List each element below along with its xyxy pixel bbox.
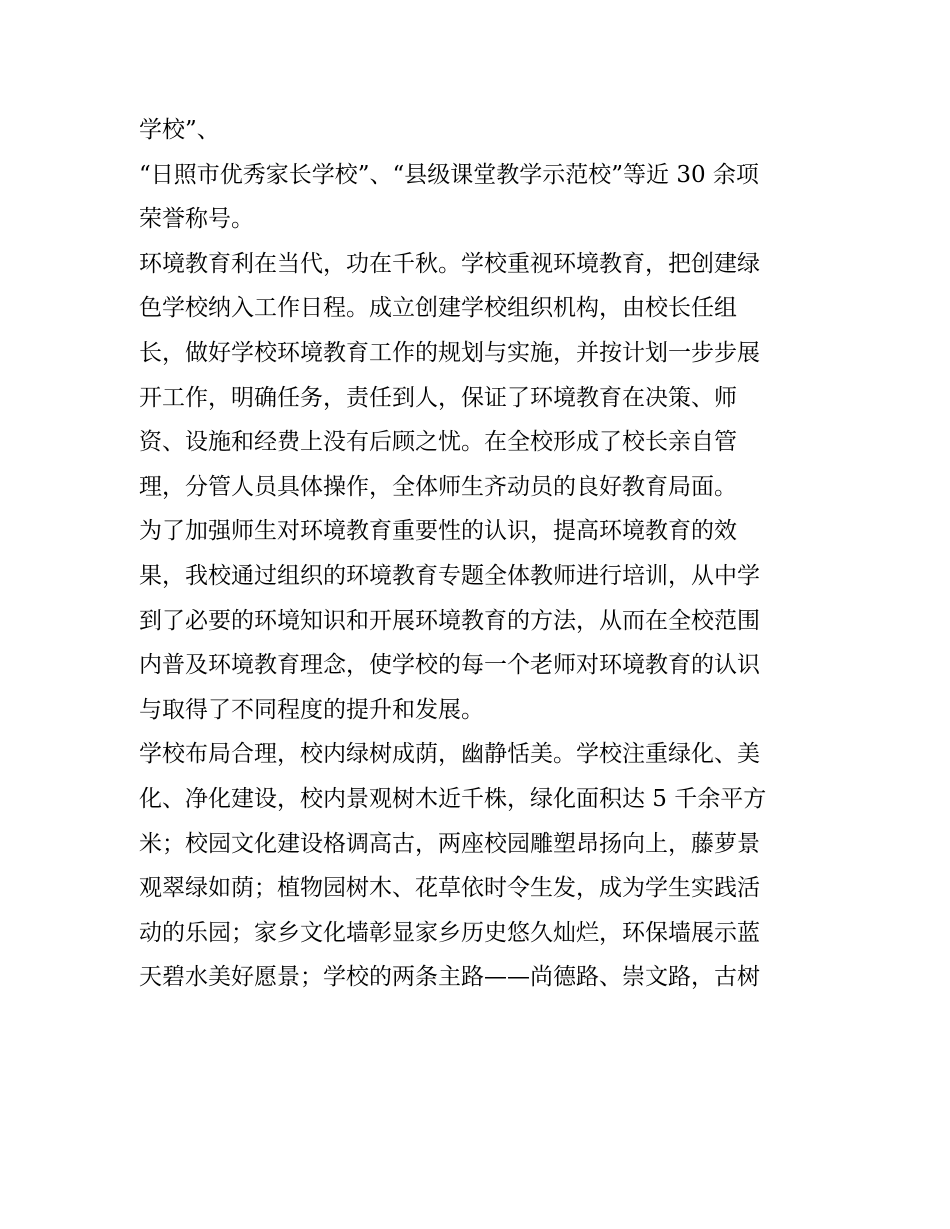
text-line: “日照市优秀家长学校”、“县级课堂教学示范校”等近 30 余项	[139, 161, 759, 188]
text-line: 理，分管人员具体操作，全体师生齐动员的良好教育局面。	[139, 473, 737, 500]
text-line: 米；校园文化建设格调高古，两座校园雕塑昂扬向上，藤萝景	[139, 830, 760, 857]
text-line: 到了必要的环境知识和开展环境教育的方法，从而在全校范围	[139, 607, 760, 634]
text-line: 为了加强师生对环境教育重要性的认识，提高环境教育的效	[139, 518, 737, 545]
text-line: 化、净化建设，校内景观树木近千株，绿化面积达 5 千余平方	[139, 785, 767, 812]
text-line: 学校”、	[139, 117, 220, 143]
text-line: 果，我校通过组织的环境教育专题全体教师进行培训，从中学	[139, 562, 760, 589]
body-text	[139, 108, 819, 1000]
text-line: 天碧水美好愿景；学校的两条主路——尚德路、崇文路，古树	[139, 964, 760, 991]
text-line: 荣誉称号。	[139, 206, 254, 233]
text-line: 开工作，明确任务，责任到人，保证了环境教育在决策、师	[139, 384, 737, 411]
text-line: 与取得了不同程度的提升和发展。	[139, 696, 484, 723]
text-line: 内普及环境教育理念，使学校的每一个老师对环境教育的认识	[139, 652, 760, 679]
text-line: 动的乐园；家乡文化墙彰显家乡历史悠久灿烂，环保墙展示蓝	[139, 919, 760, 946]
text-line: 资、设施和经费上没有后顾之忧。在全校形成了校长亲自管	[139, 429, 737, 456]
text-line: 长，做好学校环境教育工作的规划与实施，并按计划一步步展	[139, 339, 760, 366]
text-line: 观翠绿如荫；植物园树木、花草依时令生发，成为学生实践活	[139, 875, 760, 902]
text-line: 学校布局合理，校内绿树成荫，幽静恬美。学校注重绿化、美	[139, 741, 760, 768]
text-line: 环境教育利在当代，功在千秋。学校重视环境教育，把创建绿	[139, 250, 760, 277]
text-line: 色学校纳入工作日程。成立创建学校组织机构，由校长任组	[139, 295, 737, 322]
